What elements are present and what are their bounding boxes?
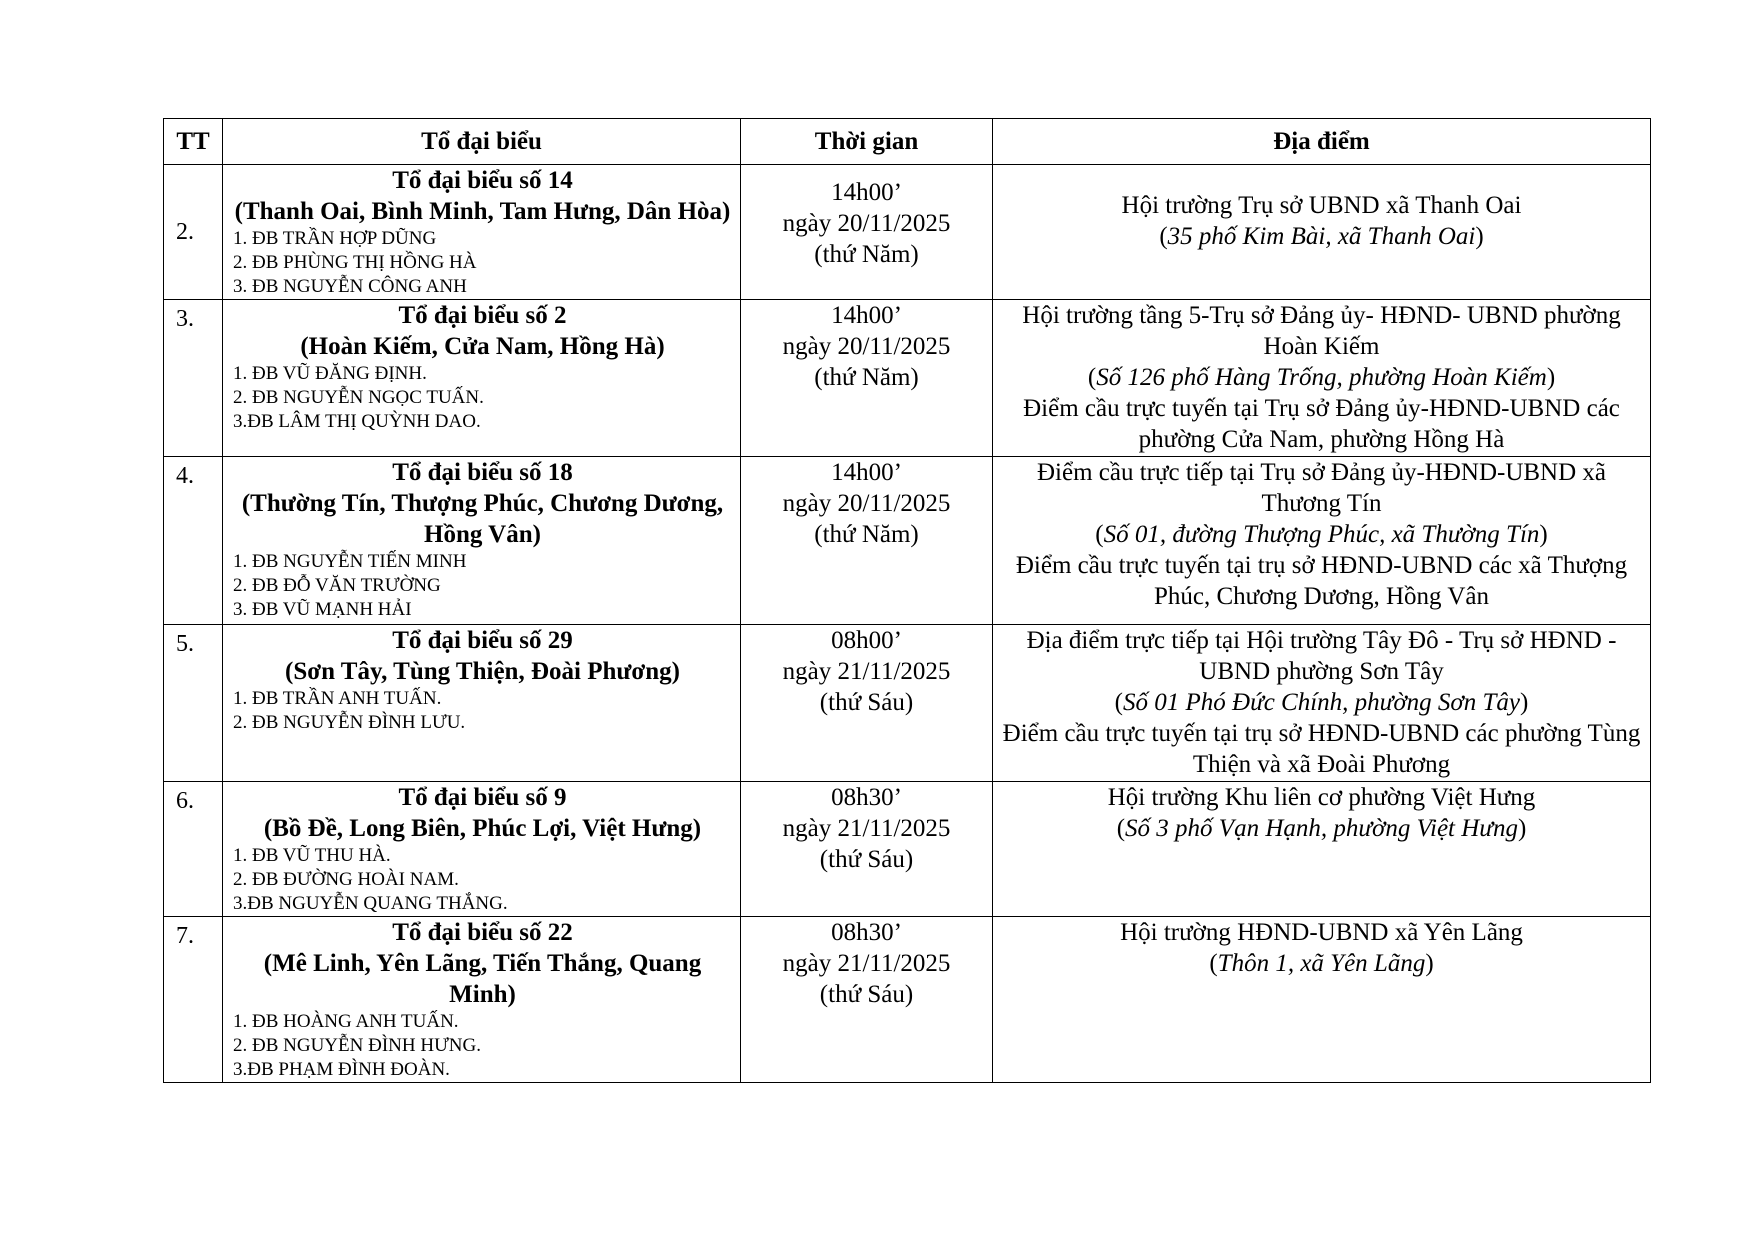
time-line: ngày 21/11/2025 [782,950,951,977]
time-line: ngày 21/11/2025 [782,815,951,842]
place-paren-close: ) [1517,815,1527,842]
time-line: ngày 20/11/2025 [782,490,951,517]
place-paren-close: ) [1539,521,1548,548]
place-text: Điểm cầu trực tuyến tại trụ sở HĐND-UBND các xã Thượng Phúc, Chương Dương, Hồng Vân [1015,552,1628,610]
table-row [164,625,1651,782]
place-text: Điểm cầu trực tiếp tại Trụ sở Đảng ủy-HĐND-UBND xã Thương Tín [1036,459,1607,517]
header-group: Tổ đại biểu [223,119,741,165]
place-paren-open: ( [1159,223,1168,250]
place-paren-open: ( [1114,689,1123,716]
place-line [1001,221,1642,252]
place-line [1001,190,1642,221]
member-item: 2. ĐB PHÙNG THỊ HỒNG HÀ [233,252,477,273]
place-paren-open: ( [1087,364,1097,391]
place-paren-open: ( [1095,521,1104,548]
group-title: Tổ đại biểu số 29 [392,627,573,654]
place-text: Hội trường HĐND-UBND xã Yên Lãng [1120,919,1523,946]
group-areas: (Sơn Tây, Tùng Thiện, Đoài Phương) [285,658,680,685]
row-number: 6. [164,782,223,917]
place-cell [993,782,1651,917]
place-address: 35 phố Kim Bài, xã Thanh Oai [1167,223,1476,250]
place-cell [993,165,1651,300]
row-number: 4. [164,457,223,625]
place-text: Địa điểm trực tiếp tại Hội trường Tây Đô - Trụ sở HĐND -UBND phường Sơn Tây [1026,627,1617,685]
member-item: 1. ĐB TRẦN HỢP DŨNG [233,228,437,249]
group-areas: (Thanh Oai, Bình Minh, Tam Hưng, Dân Hòa) [234,198,731,225]
member-item: 3.ĐB LÂM THỊ QUỲNH DAO. [233,411,481,432]
member-item: 1. ĐB VŨ ĐĂNG ĐỊNH. [233,363,427,384]
time-line: (thứ Năm) [814,521,919,548]
member-list [233,844,732,916]
table-row [164,300,1651,457]
member-item: 2. ĐB ĐƯỜNG HOÀI NAM. [233,869,459,890]
member-item: 2. ĐB NGUYỄN NGỌC TUẤN. [233,387,484,408]
time-line: ngày 21/11/2025 [782,658,951,685]
time-line: 08h30’ [831,784,902,811]
member-list [233,550,732,622]
place-paren-open: ( [1209,950,1218,977]
time-line: (thứ Sáu) [819,981,914,1008]
time-line: 14h00’ [831,302,902,329]
member-item: 2. ĐB NGUYỄN ĐÌNH LƯU. [233,712,466,733]
place-line [1001,393,1642,455]
place-line [1001,300,1642,362]
table-row [164,917,1651,1083]
place-cell [993,625,1651,782]
member-item: 1. ĐB NGUYỄN TIẾN MINH [233,551,467,572]
place-text: Hội trường Trụ sở UBND xã Thanh Oai [1121,192,1522,219]
table-row [164,165,1651,300]
place-line [1001,813,1642,844]
place-line [1001,550,1642,612]
member-item: 3.ĐB PHẠM ĐÌNH ĐOÀN. [233,1059,450,1080]
group-title: Tổ đại biểu số 2 [398,302,567,329]
member-item: 3. ĐB VŨ MẠNH HẢI [233,599,412,620]
place-line [1001,917,1642,948]
time-cell [741,300,993,457]
member-list [233,687,732,735]
time-line: ngày 20/11/2025 [782,333,951,360]
place-text: Hội trường Khu liên cơ phường Việt Hưng [1107,784,1536,811]
place-address: Số 3 phố Vạn Hạnh, phường Việt Hưng [1125,815,1518,842]
member-list [233,1010,732,1082]
place-address: Số 01, đường Thượng Phúc, xã Thường Tín [1103,521,1540,548]
place-paren-close: ) [1475,223,1484,250]
member-item: 1. ĐB VŨ THU HÀ. [233,845,391,866]
group-cell [223,625,741,782]
group-title: Tổ đại biểu số 22 [392,919,573,946]
place-line [1001,362,1642,393]
place-text: Điểm cầu trực tuyến tại trụ sở HĐND-UBND các phường Tùng Thiện và xã Đoài Phương [1002,720,1641,778]
row-number: 3. [164,300,223,457]
group-areas: (Mê Linh, Yên Lãng, Tiến Thắng, Quang Minh) [263,950,702,1008]
group-title: Tổ đại biểu số 9 [398,784,567,811]
place-line [1001,457,1642,519]
place-text: Điểm cầu trực tuyến tại Trụ sở Đảng ủy-HĐND-UBND các phường Cửa Nam, phường Hồng Hà [1023,395,1620,453]
group-areas: (Thường Tín, Thượng Phúc, Chương Dương, Hồng Vân) [241,490,724,548]
place-address: Số 126 phố Hàng Trống, phường Hoàn Kiếm [1096,364,1547,391]
time-line: 14h00’ [831,459,902,486]
member-item: 1. ĐB HOÀNG ANH TUẤN. [233,1011,459,1032]
schedule-table [163,118,1651,1083]
time-line: (thứ Năm) [814,240,919,268]
time-cell [741,165,993,300]
header-tt: TT [164,119,223,165]
time-line: 08h30’ [831,919,902,946]
header-place: Địa điểm [993,119,1651,165]
place-line [1001,519,1642,550]
member-item: 2. ĐB NGUYỄN ĐÌNH HƯNG. [233,1035,482,1056]
row-number: 5. [164,625,223,782]
place-line [1001,625,1642,687]
place-cell [993,300,1651,457]
group-areas: (Hoàn Kiếm, Cửa Nam, Hồng Hà) [300,333,665,360]
member-item: 2. ĐB ĐỖ VĂN TRƯỜNG [233,575,441,596]
group-title: Tổ đại biểu số 18 [392,459,573,486]
place-address: Số 01 Phó Đức Chính, phường Sơn Tây [1123,689,1520,716]
group-areas: (Bồ Đề, Long Biên, Phúc Lợi, Việt Hưng) [263,815,702,842]
place-paren-close: ) [1520,689,1529,716]
time-line: (thứ Sáu) [819,689,914,716]
time-cell [741,782,993,917]
time-line: 14h00’ [831,178,902,206]
place-cell [993,917,1651,1083]
place-line [1001,948,1642,979]
time-cell [741,457,993,625]
place-line [1001,687,1642,718]
place-paren-close: ) [1425,950,1434,977]
member-item: 1. ĐB TRẦN ANH TUẤN. [233,688,442,709]
row-number: 2. [164,165,223,300]
place-line [1001,718,1642,780]
time-line: (thứ Năm) [814,364,919,391]
time-line: (thứ Sáu) [819,846,914,873]
place-line [1001,782,1642,813]
member-list [233,227,732,299]
member-item: 3. ĐB NGUYỄN CÔNG ANH [233,276,467,297]
header-row [164,119,1651,165]
time-cell [741,917,993,1083]
place-text: Hội trường tầng 5-Trụ sở Đảng ủy- HĐND- UBND phường Hoàn Kiếm [1022,302,1621,360]
group-cell [223,165,741,300]
group-title: Tổ đại biểu số 14 [392,167,573,194]
group-cell [223,782,741,917]
time-line: ngày 20/11/2025 [782,209,951,237]
time-line: 08h00’ [831,627,902,654]
place-address: Thôn 1, xã Yên Lãng [1217,950,1426,977]
group-cell [223,300,741,457]
group-cell [223,457,741,625]
member-list [233,362,732,434]
row-number: 7. [164,917,223,1083]
member-item: 3.ĐB NGUYỄN QUANG THẮNG. [233,893,508,914]
table-row [164,782,1651,917]
header-time: Thời gian [741,119,993,165]
group-cell [223,917,741,1083]
table-row [164,457,1651,625]
place-cell [993,457,1651,625]
place-paren-open: ( [1116,815,1126,842]
time-cell [741,625,993,782]
place-paren-close: ) [1546,364,1556,391]
